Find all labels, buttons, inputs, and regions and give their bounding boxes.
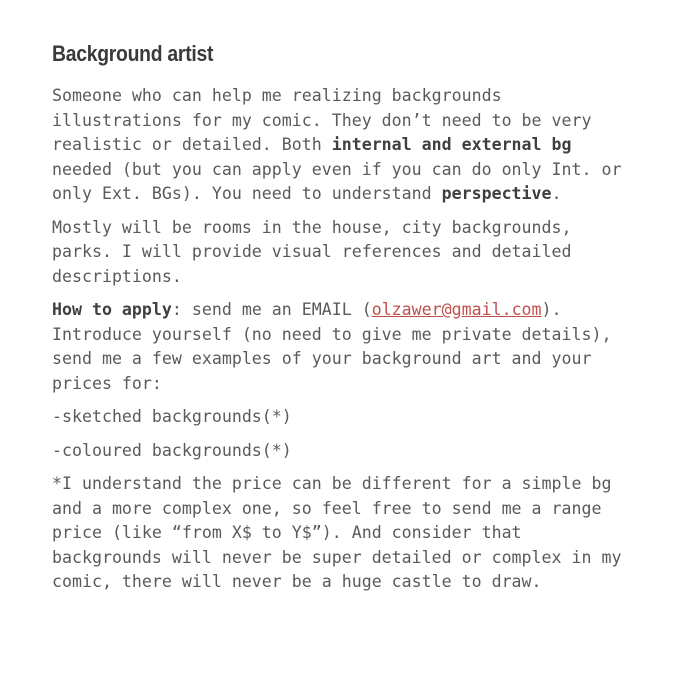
page-title: Background artist [52,41,214,66]
list-item: -sketched backgrounds(*) [52,407,292,426]
bold-text: How to apply [52,300,172,319]
text-line: parks. I will provide visual references and detailed [52,242,572,261]
text-line: Someone who can help me realizing backgrounds [52,86,502,105]
text-line: prices for: [52,373,162,393]
text-line [52,298,652,323]
bold-text: internal and external bg [331,135,572,154]
text-line: *I understand the price can be different for a simple bg [52,474,612,493]
text-line: Introduce yourself (no need to give me private details), [52,324,612,344]
text-line: comic, there will never be a huge castle to draw. [52,572,542,591]
text-line: send me a few examples of your background art and your [52,349,592,368]
text-line [52,182,652,207]
intro-paragraph [52,84,652,207]
text-line: needed (but you can apply even if you can do only Int. or [52,159,622,179]
text-line: Mostly will be rooms in the house, city backgrounds, [52,217,572,237]
email-link[interactable]: olzawer@gmail.com [371,300,542,319]
footnote-paragraph [52,472,652,595]
text-line: illustrations for my comic. They don’t need to be very [52,110,592,130]
text-line [52,133,652,158]
text-line: backgrounds will never be super detailed or complex in my [52,547,622,567]
text-fragment: : send me an EMAIL ( [171,300,372,319]
list-item: -coloured backgrounds(*) [52,440,292,460]
text-fragment: only Ext. BGs). You need to understand [52,184,442,203]
text-fragment: . [551,184,562,203]
text-line: descriptions. [52,266,182,286]
text-line: price (like “from X$ to Y$”). And consider that [52,523,522,542]
text-fragment: ). [541,300,562,319]
text-line: and a more complex one, so feel free to send me a range [52,498,602,518]
bold-text: perspective [441,184,552,203]
scope-paragraph [52,216,652,290]
apply-paragraph [52,298,652,396]
post-content [52,38,652,595]
text-fragment: realistic or detailed. Both [52,135,332,154]
